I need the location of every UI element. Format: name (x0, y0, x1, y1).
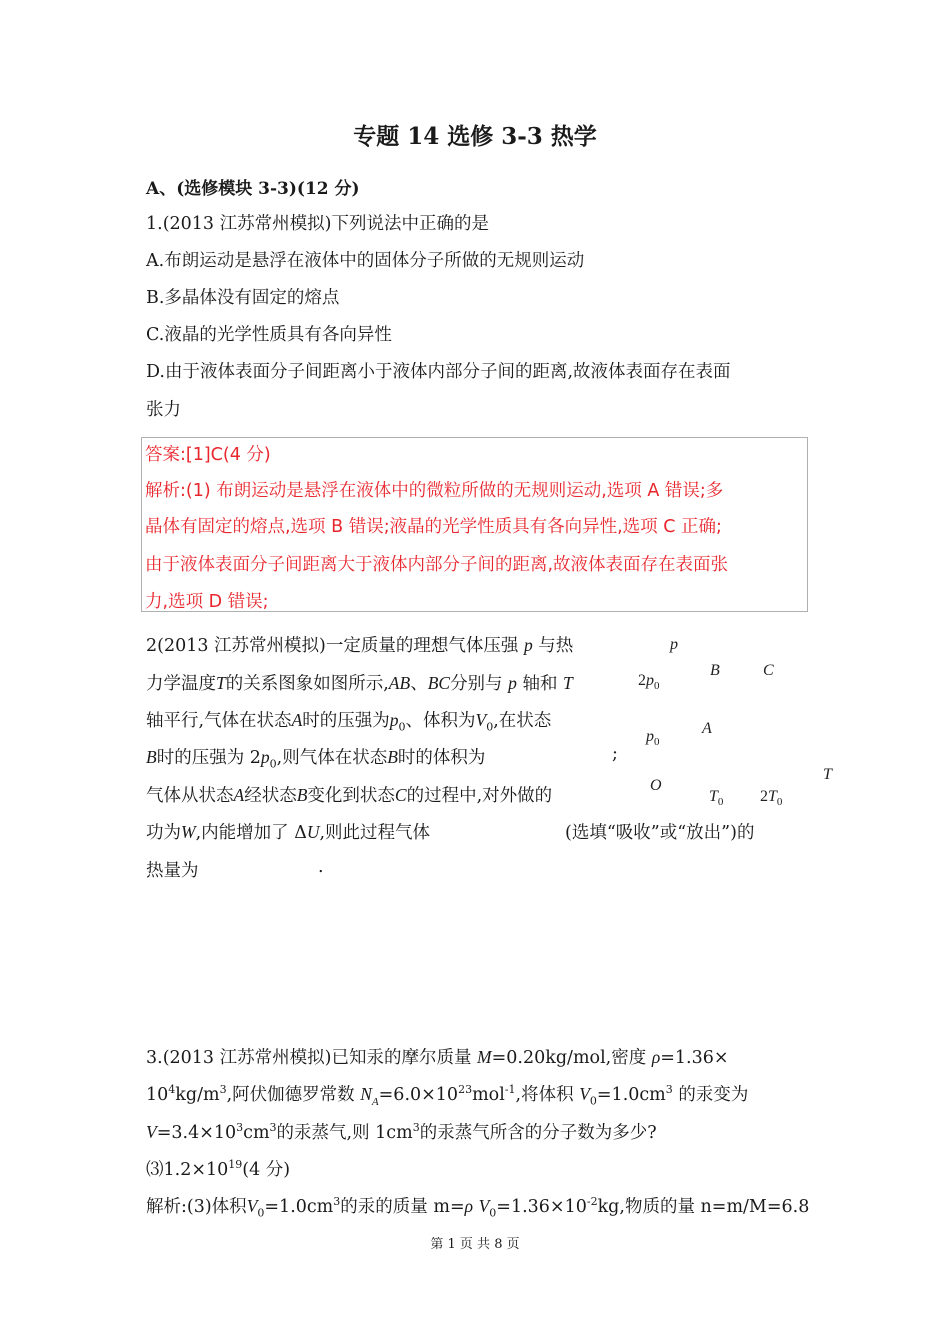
q3-explanation: 解析:(3)体积$V_0=1.0cm^3$的汞的质量 m=ρ $V_0=1.36\times 10^{-2}kg$,物质的量 n=m/M=6.8 (146, 1195, 810, 1220)
page-title: 专题 14 选修 3-3 热学 (353, 123, 597, 150)
fig-label-p-axis: p (670, 636, 678, 653)
q2-line-4: B时的压强为 $2p_0$,则气体在状态B时的体积为 (146, 747, 486, 771)
q2-line-7-end: . (318, 857, 324, 877)
q1-stem: 1.(2013 江苏常州模拟)下列说法中正确的是 (146, 214, 489, 234)
q2-line-1: 2(2013 江苏常州模拟)一定质量的理想气体压强 p 与热 (146, 635, 574, 656)
fig-label-2p0: $2p_0$ (638, 672, 660, 693)
q1-option-d: D.由于液体表面分子间距离小于液体内部分子间的距离,故液体表面存在表面 (146, 362, 731, 382)
q3-line-1: 3.(2013 江苏常州模拟)已知汞的摩尔质量 M=0.20kg/mol,密度 ρ=1.36× (146, 1047, 729, 1068)
fig-label-C: C (763, 662, 774, 679)
q2-line-4-end: ; (612, 744, 618, 764)
fig-label-T0: $T_0$ (709, 788, 724, 809)
q2-line-2: 力学温度T的关系图象如图所示,AB、BC分别与 p 轴和 T (146, 673, 573, 694)
q2-line-6-end: (选填“吸收”或“放出”)的 (565, 823, 755, 843)
q2-line-3: 轴平行,气体在状态A时的压强为$p_0$、体积为$V_0$,在状态 (146, 710, 552, 734)
q3-line-3: $V=3.4\times 10^3cm^3$的汞蒸气,则 $1cm^3$的汞蒸气所含的分子数为多少? (146, 1121, 657, 1143)
answer-line-1: 答案:[1]C(4 分) (145, 445, 271, 465)
q3-answer: $⑶1.2\times 10^{19}(4$ 分) (146, 1158, 291, 1180)
fig-label-p0: $p_0$ (646, 728, 660, 749)
fig-label-B: B (710, 662, 720, 679)
q3-line-2: $10^4kg/m^3$,阿伏伽德罗常数 $N_A=6.0\times 10^{23}mol^{-1}$,将体积 $V_0=1.0cm^3$ 的汞变为 (146, 1083, 749, 1108)
q1-option-d-cont: 张力 (146, 400, 181, 420)
q2-line-5: 气体从状态A经状态B变化到状态C的过程中,对外做的 (146, 785, 553, 806)
section-heading: A、(选修模块 3-3)(12 分) (146, 179, 360, 199)
fig-label-origin: O (650, 777, 662, 794)
answer-line-5: 力,选项 D 错误; (145, 592, 269, 612)
fig-label-T-axis: T (823, 766, 832, 783)
q1-option-b: B.多晶体没有固定的熔点 (146, 288, 340, 308)
q1-option-a: A.布朗运动是悬浮在液体中的固体分子所做的无规则运动 (146, 251, 585, 271)
answer-line-4: 由于液体表面分子间距离大于液体内部分子间的距离,故液体表面存在表面张 (145, 555, 729, 575)
fig-label-2T0: $2T_0$ (760, 788, 783, 809)
answer-line-3: 晶体有固定的熔点,选项 B 错误;液晶的光学性质具有各向异性,选项 C 正确; (145, 517, 722, 537)
answer-line-2: 解析:(1) 布朗运动是悬浮在液体中的微粒所做的无规则运动,选项 A 错误;多 (145, 481, 724, 501)
fig-label-A: A (702, 720, 712, 737)
q1-option-c: C.液晶的光学性质具有各向异性 (146, 325, 392, 345)
q2-line-7: 热量为 (146, 861, 199, 881)
page-footer: 第 1 页 共 8 页 (430, 1237, 520, 1252)
q2-line-6: 功为W,内能增加了 ΔU,则此过程气体 (146, 822, 431, 843)
